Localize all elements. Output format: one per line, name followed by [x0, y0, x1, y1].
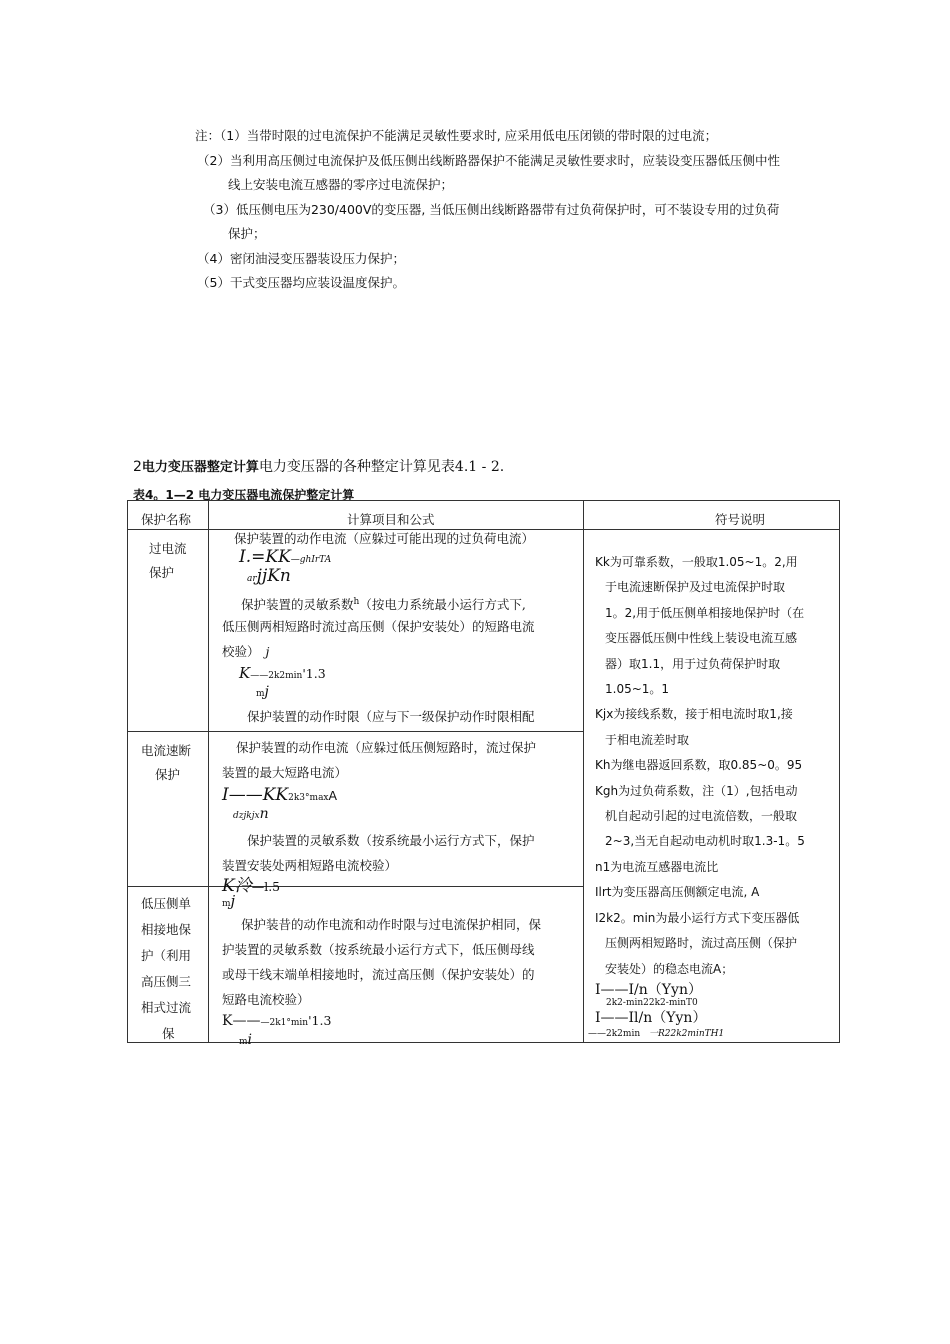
row1-line5: 保护装置的动作时限（应与下一级保护动作时限相配: [247, 709, 535, 724]
symbol-line: 安装处）的稳态电流A；: [605, 961, 734, 976]
symbol-formula-1-sub: 2k2-min22k2-minT0: [606, 998, 698, 1008]
row3-line2: 护装置的灵敏系数（按系统最小运行方式下，低压侧母线: [222, 942, 535, 957]
row3-formula0: mj: [222, 892, 236, 910]
row2-line3: 保护装置的灵敏系数（按系统最小运行方式下，保护: [247, 833, 535, 848]
row3-content: [209, 887, 583, 1048]
row2-line1: 保护装置的动作电流（应躲过低压侧短路时，流过保护: [236, 740, 537, 755]
symbol-line: Ilrt为变压器高压侧额定电流, A: [595, 885, 760, 900]
header-name: 保护名称: [141, 512, 192, 527]
section-bold-title: 电力变压器整定计算: [141, 460, 259, 475]
row3-name: 低压侧单 相接地保 护（利用 高压侧三 相式过流 保: [141, 896, 192, 1041]
row3-formula1: K———2k1°min'1.3: [222, 1013, 332, 1029]
row1-formula1-sub: arjjKn: [247, 566, 291, 586]
symbol-line: n1为电流互感器电流比: [595, 859, 719, 874]
symbol-line: 变压器低压侧中性线上装设电流互感: [605, 631, 798, 646]
row2-name: [141, 739, 191, 787]
section-number: 2: [133, 459, 142, 475]
row1-formula1: I.=KK—ghIrTA: [239, 547, 332, 567]
row3-line1: 保护装昔的动作电流和动作时限与过电流保护相同，保: [241, 917, 542, 932]
row1-line3: 低压侧两相短路时流过高压侧（保护安装处）的短路电流: [222, 619, 535, 634]
row3-formula1-sub: mi: [239, 1032, 253, 1048]
header-formula: 计算项目和公式: [347, 512, 435, 527]
symbol-line: 2~3,当无自起动电动机时取1.3-1。5: [605, 834, 805, 849]
symbol-line: Kk为可靠系数，一般取1.05~1。2,用: [595, 555, 798, 569]
symbol-formula-1: I——I/n（Yyn）: [595, 982, 702, 998]
header-symbols: 符号说明: [715, 512, 766, 527]
row2-line4: 装置安装处两相短路电流校验）: [222, 858, 398, 873]
row1-line1: 保护装置的动作电流（应躲过可能出现的过负荷电流）: [234, 531, 535, 546]
row1-name: [149, 537, 187, 585]
row3-line4: 短路电流校验）: [222, 992, 310, 1007]
row2-formula1-sub: dzjkjxn: [233, 806, 269, 822]
symbol-line: 于相电流差时取: [605, 732, 690, 747]
row1-line4: 校验） j: [222, 644, 270, 659]
row2-content: [209, 732, 583, 896]
note-3: （3）低压侧电压为230/400V的变压器, 当低压侧出线断路器带有过负荷保护时，可不装设专用的过负荷: [203, 202, 780, 217]
row2-name-line2: 保护: [155, 767, 181, 782]
symbol-formula-2: I——Il/n（Yyn）: [595, 1010, 707, 1026]
row1-formula2-sub: mj: [256, 684, 269, 700]
note-2: （2）当利用高压侧过电流保护及低压侧出线断路器保护不能满足灵敏性要求时，应装设变压器低压侧中性: [197, 153, 780, 168]
table-caption: 表4。1—2 电力变压器电流保护整定计算: [133, 488, 355, 502]
symbol-line: 1。2,用于低压侧单相接地保护时（在: [605, 605, 805, 620]
symbol-line: I2k2。min为最小运行方式下变压器低: [595, 910, 800, 925]
symbol-list: [595, 550, 805, 982]
symbol-line: Kjx为接线系数，接于相电流时取1,接: [595, 707, 793, 722]
row2-formula1: I——KK2k3°maxA: [222, 785, 338, 805]
row3-line3: 或母干线末端单相接地时，流过高压侧（保护安装处）的: [222, 967, 535, 982]
symbol-line: Kgh为过负荷系数，注（1）,包括电动: [595, 783, 798, 798]
row2-name-line1: 电流速断: [141, 743, 192, 758]
row2-formula2: K泠—l.5: [222, 876, 281, 896]
note-2-cont: 线上安装电流互感器的零序过电流保护；: [228, 177, 454, 192]
note-4: （4）密闭油浸变压器装设压力保护；: [197, 251, 405, 266]
row1-line2: 保护装置的灵敏系数$^h$（按电力系统最小运行方式下,: [241, 597, 526, 613]
symbol-line: 机自起动引起的过电流倍数，一般取: [605, 809, 798, 824]
symbol-line: 压侧两相短路时，流过高压侧（保护: [605, 936, 798, 951]
protection-table: [127, 500, 840, 1048]
row1-content: [209, 530, 583, 731]
note-5: （5）干式变压器均应装设温度保护。: [197, 275, 405, 290]
section-rest: 电力变压器的各种整定计算见表4.1 - 2.: [258, 459, 505, 475]
symbol-line: 于电流速断保护及过电流保护时取: [605, 580, 786, 595]
section-title: [133, 456, 504, 476]
row1-name-line1: 过电流: [149, 541, 187, 556]
row1-formula2: K——2k2min'1.3: [239, 664, 326, 682]
note-3-cont: 保护；: [228, 226, 266, 241]
col-divider-2: [583, 501, 584, 1042]
note-1: 注：（1）当带时限的过电流保护不能满足灵敏性要求时, 应采用低电压闭锁的带时限的过电流；: [195, 128, 718, 143]
symbol-line: 1.05~1。1: [605, 682, 670, 697]
symbol-formula-2-sub: ——2k2min 一R22k2minTH1: [588, 1029, 725, 1039]
row2-line2: 装置的最大短路电流）: [222, 765, 348, 780]
symbol-line: 器）取1.1，用于过负荷保护时取: [605, 656, 781, 671]
row1-name-line2: 保护: [149, 565, 175, 580]
symbol-line: Kh为继电器返回系数，取0.85~0。95: [595, 758, 803, 773]
